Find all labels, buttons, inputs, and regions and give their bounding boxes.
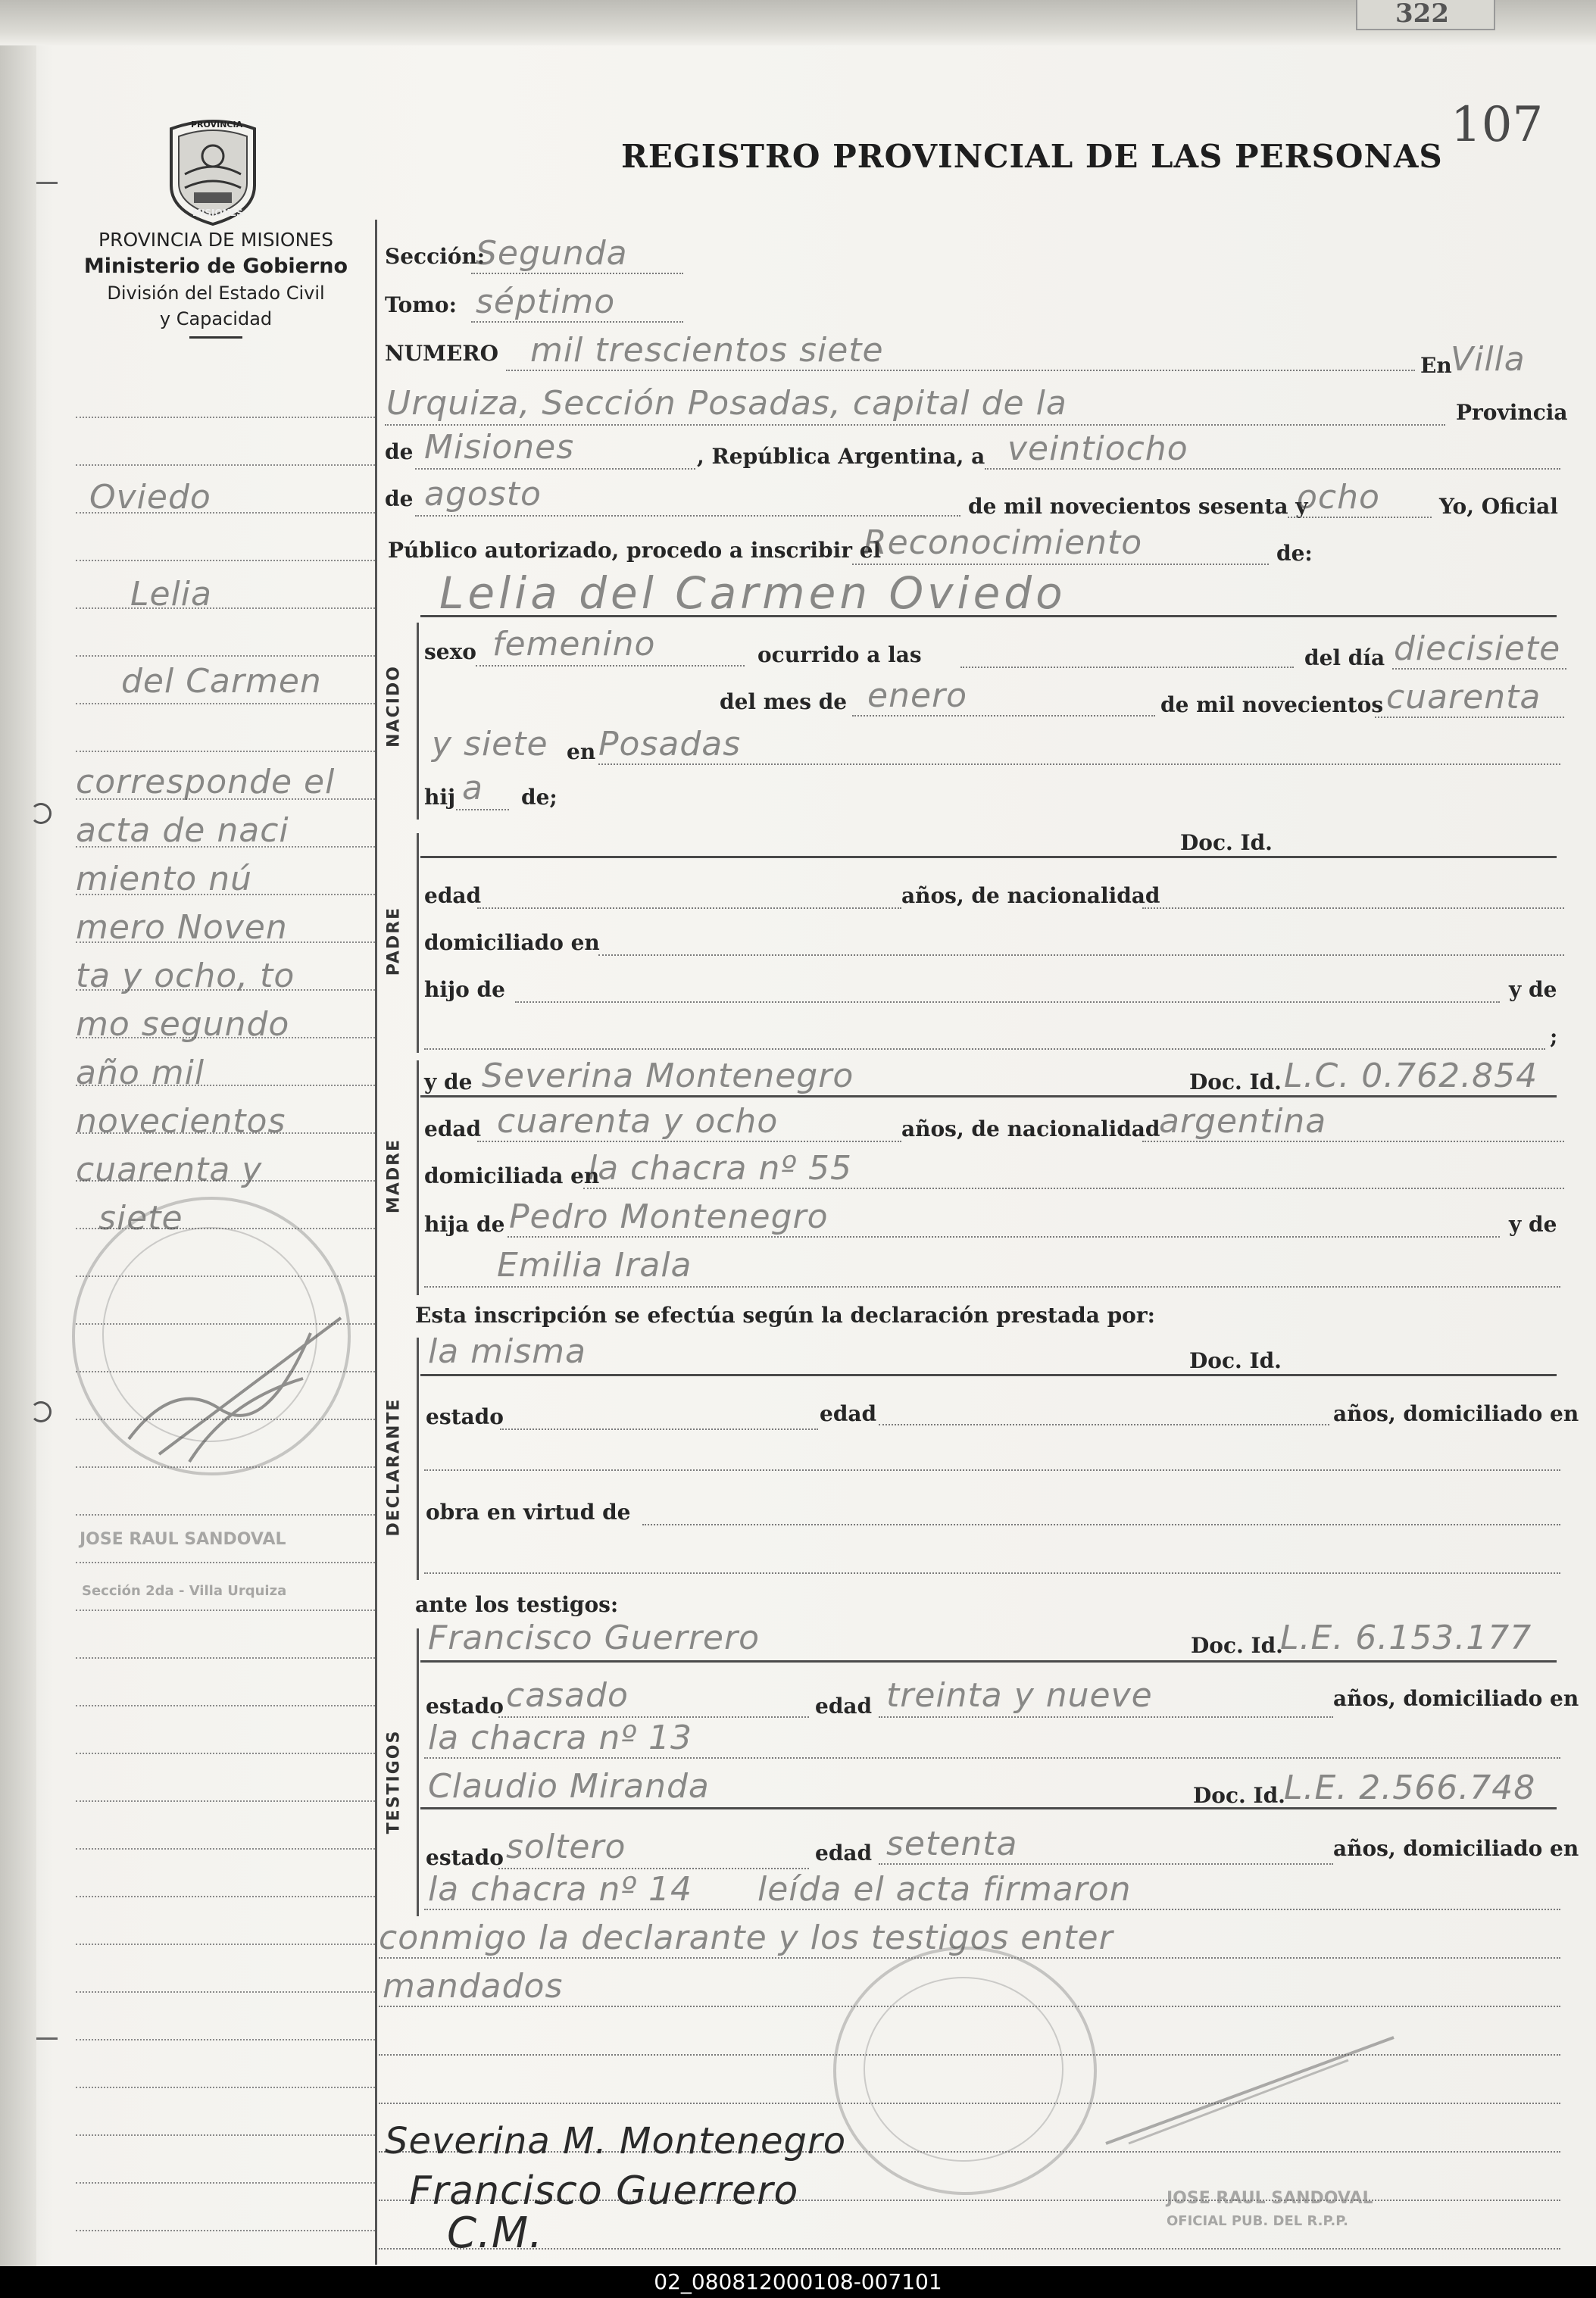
top-tab: [1356, 0, 1495, 30]
year-label: de mil novecientos sesenta y: [968, 494, 1308, 519]
declarante-obra-label: obra en virtud de: [426, 1500, 631, 1525]
declarante-estado-label: estado: [426, 1404, 504, 1429]
testigo-1-dom-value: la chacra nº 13: [428, 1719, 693, 1757]
madre-bracket: [417, 1060, 419, 1295]
testigo-1-doc-value: L.E. 6.153.177: [1280, 1619, 1532, 1657]
declarante-doc-label: Doc. Id.: [1189, 1348, 1282, 1373]
margin-note: acta de naci: [76, 811, 289, 850]
mes-value: enero: [867, 676, 968, 715]
del-mes-label: del mes de: [720, 689, 848, 714]
testigos-bracket: [417, 1628, 419, 1916]
padre-bracket: [417, 833, 419, 1053]
en-label: En: [1420, 353, 1452, 378]
de-label-2: de: [385, 486, 414, 511]
nacido-section-label: NACIDO: [384, 665, 404, 748]
place-line: [385, 424, 1445, 426]
document-id: 02_080812000108-007101: [654, 2269, 942, 2294]
testigos-section-label: TESTIGOS: [384, 1729, 404, 1834]
margin-divider: [375, 220, 377, 2265]
testigo-1-estado-line: [498, 1716, 809, 1718]
numero-value: mil trescientos siete: [530, 331, 884, 370]
acto-line: [852, 564, 1269, 565]
margin-note: mo segundo: [76, 1005, 290, 1044]
madre-dom-label: domiciliada en: [424, 1163, 600, 1188]
declarante-estado-line: [500, 1428, 818, 1430]
hij-label: hij: [424, 785, 456, 810]
testigo-2-dom-line: [424, 1909, 1560, 1910]
madre-y-de-label-2: y de: [1509, 1212, 1557, 1237]
top-tab-number: 322: [1395, 0, 1449, 29]
hij-value: a: [462, 769, 483, 807]
margin-note: ta y ocho, to: [76, 957, 295, 995]
month-value: agosto: [424, 475, 542, 514]
margin-note: novecientos: [76, 1102, 286, 1141]
seal-signature-icon: [114, 1288, 356, 1472]
madre-hija-line: [508, 1236, 1500, 1238]
inscribed-name: Lelia del Carmen Oviedo: [439, 567, 1067, 619]
hora-line: [960, 667, 1294, 668]
closing-line-2: conmigo la declarante y los testigos enter: [379, 1919, 1113, 1957]
agency-division: División del Estado Civil: [107, 283, 325, 304]
binder-ring-icon: [30, 803, 52, 824]
month-line: [415, 515, 960, 517]
padre-dom-line: [598, 954, 1564, 956]
day-value: veintiocho: [1007, 429, 1188, 468]
agency-block: [53, 227, 379, 339]
testigo-2-edad-label: edad: [815, 1841, 873, 1866]
margin-note: mero Noven: [76, 908, 288, 947]
tomo-label: Tomo:: [385, 292, 457, 317]
padre-rule: [420, 856, 1557, 858]
de-label-1: de: [385, 439, 414, 464]
place-value: Urquiza, Sección Posadas, capital de la: [386, 384, 1067, 423]
closing-line-1: leída el acta firmaron: [757, 1870, 1132, 1909]
testigo-2-estado-line: [498, 1868, 809, 1869]
official-seal-inner: [864, 1977, 1063, 2162]
seccion-label: Sección:: [385, 244, 486, 269]
seccion-line: [471, 273, 683, 274]
tomo-line: [471, 321, 683, 323]
numero-label: NUMERO: [385, 341, 499, 366]
binding-edge: [0, 45, 36, 2266]
testigo-2-anos-label: años, domiciliado en: [1333, 1836, 1579, 1861]
lugar-value: Posadas: [598, 725, 742, 763]
madre-madre-value: Emilia Irala: [497, 1246, 692, 1285]
ruled-line: [379, 1957, 1560, 1959]
padre-dom-label: domiciliado en: [424, 930, 600, 955]
padre-hijo-line: [515, 1001, 1500, 1003]
signature-1: Severina M. Montenegro: [385, 2120, 847, 2162]
signature-3: C.M.: [447, 2209, 544, 2258]
ano-line: [1375, 717, 1564, 718]
margin-note: siete: [98, 1199, 183, 1238]
margin-note: del Carmen: [121, 662, 322, 701]
margin-note: miento nú: [76, 860, 252, 898]
ruled-line: [379, 2006, 1560, 2007]
binder-tick-icon: [36, 182, 58, 184]
margin-note: Lelia: [130, 575, 212, 614]
cancel-stroke-icon: [1098, 2030, 1401, 2154]
padre-doc-label: Doc. Id.: [1180, 830, 1273, 855]
testigo-2-estado-value: soltero: [506, 1828, 626, 1866]
declarante-rule: [420, 1374, 1557, 1376]
margin-note: cuarenta y: [76, 1151, 263, 1189]
logo-inscription-top: PROVINCIA: [191, 120, 243, 130]
madre-padre-value: Pedro Montenegro: [509, 1197, 829, 1236]
coat-of-arms-icon: [164, 114, 262, 226]
binder-tick-icon: [36, 2037, 58, 2040]
madre-section-label: MADRE: [384, 1138, 404, 1214]
folio-number: 107: [1451, 97, 1544, 153]
padre-edad-line: [477, 907, 901, 909]
declaracion-label: Esta inscripción se efectúa según la declaración prestada por:: [415, 1303, 1155, 1328]
year-line: [1288, 517, 1432, 518]
ocurrido-label: ocurrido a las: [757, 642, 922, 667]
declarante-anos-dom-label: años, domiciliado en: [1333, 1401, 1579, 1426]
testigo-1-edad-line: [879, 1716, 1333, 1718]
agency-capacidad: y Capacidad: [159, 308, 273, 329]
sexo-line: [476, 665, 745, 667]
madre-anos-nac-label: años, de nacionalidad: [901, 1116, 1160, 1141]
declarante-dom-line: [424, 1469, 1560, 1471]
acto-value: Reconocimiento: [864, 523, 1143, 562]
stamp-text-right-1: JOSE RAUL SANDOVAL: [1167, 2189, 1373, 2208]
oficial-label: Yo, Oficial: [1439, 494, 1558, 519]
declarante-edad-label: edad: [820, 1401, 877, 1426]
padre-edad-label: edad: [424, 883, 482, 908]
madre-doc-value: L.C. 0.762.854: [1284, 1057, 1538, 1095]
testigo-1-doc-label: Doc. Id.: [1191, 1633, 1283, 1658]
madre-hija-label: hija de: [424, 1212, 505, 1237]
madre-dom-value: la chacra nº 55: [588, 1149, 853, 1188]
padre-anos-nac-label: años, de nacionalidad: [901, 883, 1160, 908]
testigo-2-edad-value: setenta: [886, 1825, 1018, 1863]
testigo-1-estado-value: casado: [506, 1676, 629, 1715]
madre-nac-line: [1142, 1141, 1564, 1142]
madre-y-de-label: y de: [424, 1069, 473, 1094]
testigo-2-dom-value: la chacra nº 14: [428, 1870, 693, 1909]
madre-line-2: [424, 1286, 1560, 1288]
sexo-value: femenino: [492, 625, 656, 663]
testigos-ante-label: ante los testigos:: [415, 1592, 619, 1617]
sexo-label: sexo: [424, 639, 476, 664]
stamp-text-left-2: Sección 2da - Villa Urquiza: [82, 1583, 287, 1599]
declarante-bracket: [417, 1338, 419, 1580]
padre-nac-line: [1142, 907, 1564, 909]
agency-province: PROVINCIA DE MISIONES: [98, 229, 333, 251]
nacido-bracket: [417, 623, 419, 820]
testigo-2-doc-value: L.E. 2.566.748: [1284, 1769, 1536, 1807]
lugar-line: [598, 763, 1560, 765]
madre-dom-line: [583, 1188, 1564, 1189]
publico-label: Público autorizado, procedo a inscribir el: [388, 538, 882, 563]
testigo-1-edad-value: treinta y nueve: [886, 1676, 1153, 1715]
testigo-2-edad-line: [879, 1863, 1333, 1865]
logo-inscription-bottom: MISIONES: [192, 208, 243, 218]
testigo-2-doc-label: Doc. Id.: [1193, 1783, 1285, 1808]
day-line: [985, 468, 1560, 470]
binder-ring-icon: [30, 1401, 52, 1422]
closing-line-3: mandados: [383, 1967, 564, 2006]
testigo-2-estado-label: estado: [426, 1845, 504, 1870]
name-rule: [420, 615, 1557, 617]
testigo-1-rule: [420, 1660, 1557, 1663]
padre-semicolon: ;: [1550, 1024, 1558, 1049]
provincia-label: Provincia: [1456, 400, 1568, 425]
seccion-value: Segunda: [476, 234, 628, 273]
republica-label: , República Argentina, a: [697, 444, 985, 469]
madre-edad-line: [477, 1141, 901, 1142]
testigo-1-anos-label: años, domiciliado en: [1333, 1686, 1579, 1711]
madre-doc-label: Doc. Id.: [1189, 1069, 1282, 1094]
hij-line: [456, 809, 509, 810]
madre-edad-value: cuarenta y ocho: [497, 1102, 779, 1141]
margin-note: año mil: [76, 1054, 205, 1092]
padre-section-label: PADRE: [384, 906, 404, 976]
margin-note: Oviedo: [89, 478, 211, 517]
mil-label: de mil novecientos: [1160, 692, 1384, 717]
del-dia-label: del día: [1304, 645, 1385, 670]
declarante-edad-line: [879, 1424, 1329, 1425]
signature-2: Francisco Guerrero: [409, 2168, 799, 2214]
madre-nac-value: argentina: [1159, 1102, 1327, 1141]
testigo-1-dom-line: [424, 1757, 1560, 1759]
dia-line: [1392, 668, 1566, 670]
ano-value-2: y siete: [432, 725, 548, 763]
hij-de-label: de;: [521, 785, 558, 810]
padre-line-2: [424, 1048, 1545, 1050]
footer-bar: [0, 2266, 1596, 2298]
declarante-section-label: DECLARANTE: [384, 1397, 404, 1537]
declarante-name-value: la misma: [428, 1332, 587, 1371]
provincia-line: [415, 468, 695, 470]
year-value: ocho: [1297, 478, 1380, 517]
testigo-1-name-value: Francisco Guerrero: [428, 1619, 760, 1657]
provincia-value: Misiones: [424, 428, 575, 467]
testigo-1-estado-label: estado: [426, 1694, 504, 1719]
testigo-2-rule: [420, 1807, 1557, 1809]
madre-rule: [420, 1095, 1557, 1097]
madre-edad-label: edad: [424, 1116, 482, 1141]
mes-line: [852, 715, 1155, 717]
numero-line: [506, 370, 1415, 371]
declarante-obra-line: [642, 1524, 1560, 1525]
agency-divider: [189, 336, 242, 339]
ano-value: cuarenta: [1386, 678, 1541, 717]
page-title: REGISTRO PROVINCIAL DE LAS PERSONAS: [621, 138, 1443, 175]
madre-name-value: Severina Montenegro: [482, 1057, 854, 1095]
tomo-value: séptimo: [476, 283, 616, 321]
stamp-text-left-1: JOSE RAUL SANDOVAL: [80, 1530, 286, 1549]
dia-value: diecisiete: [1394, 629, 1561, 668]
de-colon-label: de:: [1276, 541, 1313, 566]
padre-y-de-label: y de: [1509, 977, 1557, 1002]
stamp-text-right-2: OFICIAL PUB. DEL R.P.P.: [1167, 2213, 1348, 2229]
testigo-2-name-value: Claudio Miranda: [428, 1767, 710, 1806]
nacido-en-label: en: [567, 739, 596, 764]
declarante-line-2: [424, 1572, 1560, 1574]
agency-ministry: Ministerio de Gobierno: [83, 254, 348, 278]
margin-note: corresponde el: [76, 763, 336, 801]
ruled-line: [379, 2248, 1560, 2250]
en-value: Villa: [1451, 340, 1526, 379]
testigo-1-edad-label: edad: [815, 1694, 873, 1719]
padre-hijo-label: hijo de: [424, 977, 505, 1002]
